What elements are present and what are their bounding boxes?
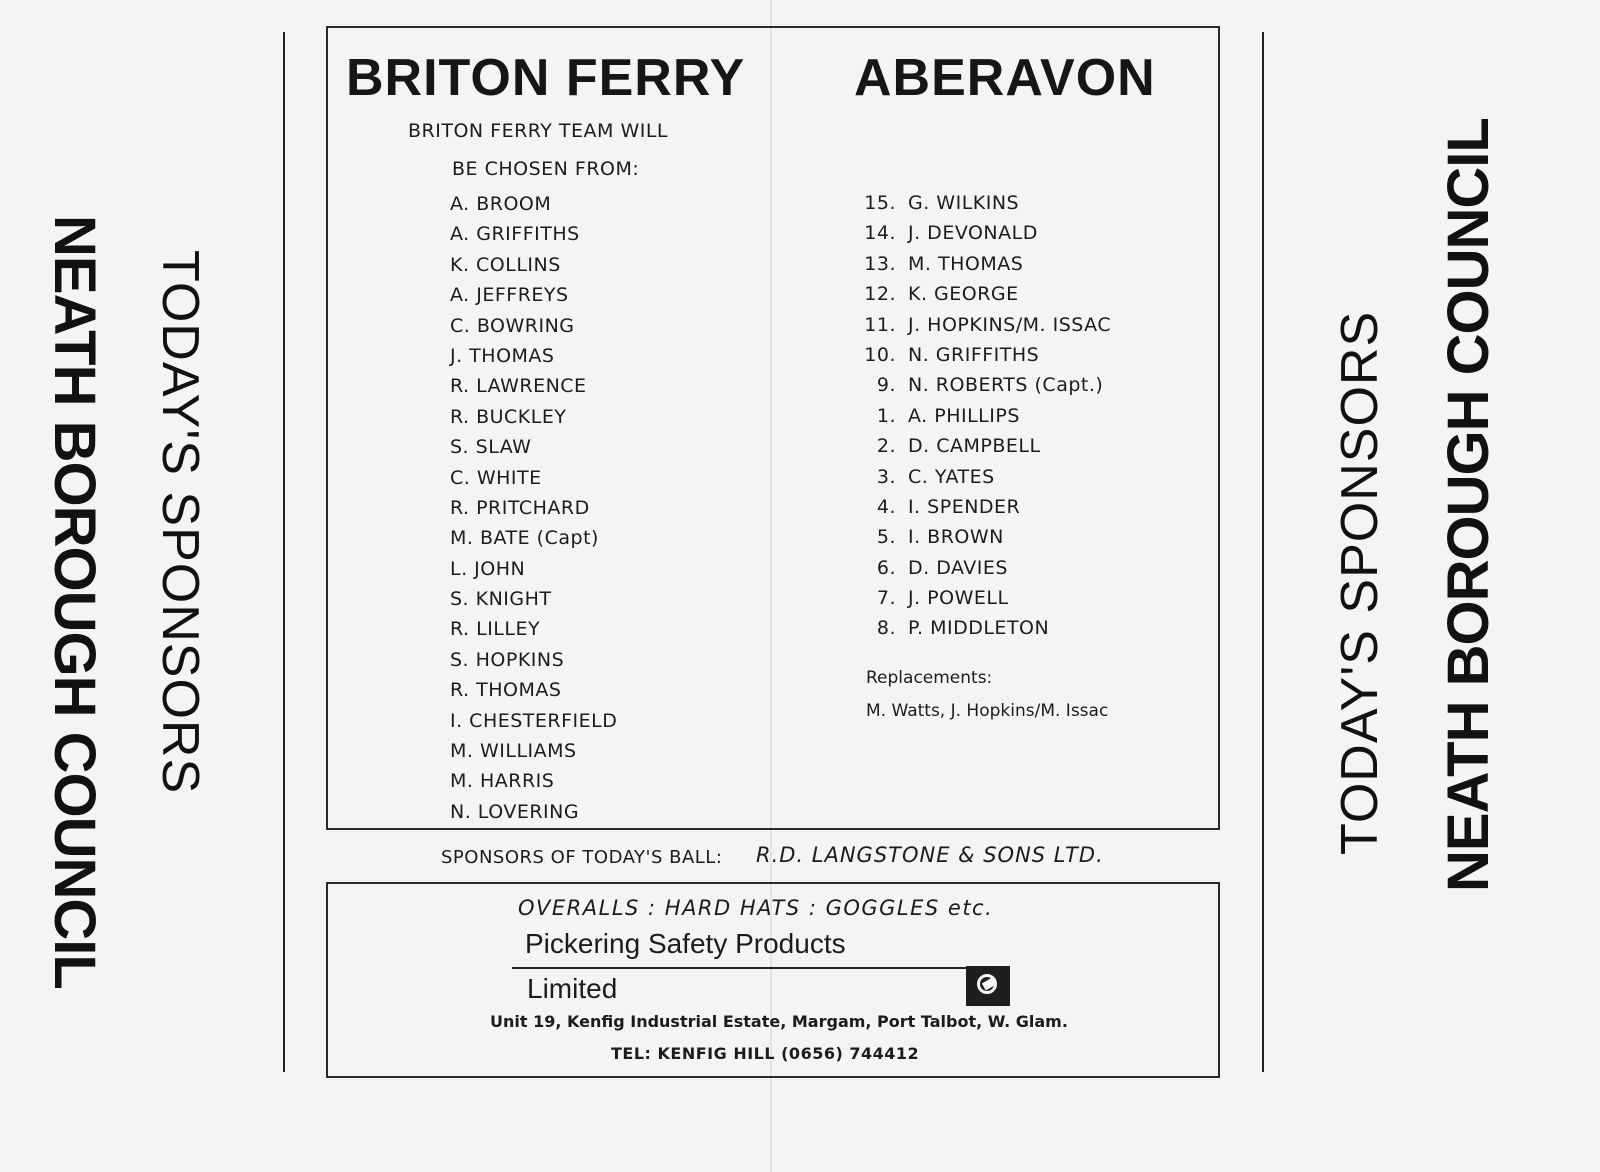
replacements-label: Replacements: <box>866 668 993 688</box>
advert-divider <box>512 967 1004 969</box>
briton-ferry-player: S. HOPKINS <box>450 648 565 671</box>
advert-telephone: TEL: KENFIG HILL (0656) 744412 <box>611 1044 920 1063</box>
briton-ferry-player: S. KNIGHT <box>450 588 552 611</box>
briton-ferry-player: R. PRITCHARD <box>450 496 590 519</box>
aberavon-player-name: N. GRIFFITHS <box>908 343 1040 366</box>
aberavon-player-number: 15. <box>864 192 896 214</box>
advert-company-name: Pickering Safety Products <box>525 928 846 959</box>
aberavon-player <box>852 492 1111 522</box>
left-sponsors-label: TODAY'S SPONSORS <box>151 250 209 795</box>
briton-ferry-player: N. LOVERING <box>450 800 580 823</box>
briton-ferry-player: R. THOMAS <box>450 679 562 702</box>
advert-company-limited: Limited <box>527 973 618 1004</box>
aberavon-player-number: 10. <box>864 343 896 366</box>
replacements-value: M. Watts, J. Hopkins/M. Issac <box>866 701 1109 721</box>
briton-ferry-player: R. BUCKLEY <box>450 405 567 428</box>
briton-ferry-player: M. HARRIS <box>450 770 555 793</box>
aberavon-player <box>852 218 1111 248</box>
left-council-name: NEATH BOROUGH COUNCIL <box>42 215 107 989</box>
right-council-name: NEATH BOROUGH COUNCIL <box>1436 118 1501 892</box>
briton-ferry-player: C. BOWRING <box>450 314 575 337</box>
briton-ferry-player: L. JOHN <box>450 557 526 580</box>
aberavon-player-name: D. CAMPBELL <box>908 435 1041 458</box>
briton-ferry-player: R. LAWRENCE <box>450 375 587 398</box>
aberavon-player-name: I. SPENDER <box>908 495 1021 518</box>
briton-ferry-subheading-2: BE CHOSEN FROM: <box>452 158 640 180</box>
company-logo-icon <box>966 966 1010 1006</box>
aberavon-player-number: 7. <box>876 587 896 610</box>
left-outer-rule <box>283 32 285 1072</box>
aberavon-player <box>852 462 1111 492</box>
left-sponsors-vertical <box>150 250 210 830</box>
aberavon-player-name: J. POWELL <box>908 587 1009 610</box>
aberavon-player-name: C. YATES <box>908 465 995 488</box>
briton-ferry-player: A. JEFFREYS <box>450 284 569 307</box>
aberavon-player-number: 5. <box>876 526 896 549</box>
aberavon-player-number: 8. <box>876 617 896 640</box>
aberavon-player <box>852 613 1111 643</box>
aberavon-player-name: D. DAVIES <box>908 556 1008 579</box>
aberavon-player <box>852 431 1111 461</box>
aberavon-player-name: P. MIDDLETON <box>908 617 1050 640</box>
briton-ferry-player: M. WILLIAMS <box>450 740 577 763</box>
right-sponsors-label: TODAY'S SPONSORS <box>1331 310 1389 855</box>
briton-ferry-player: I. CHESTERFIELD <box>450 709 618 732</box>
aberavon-player-number: 13. <box>864 252 896 275</box>
aberavon-player <box>852 370 1111 400</box>
aberavon-player-number: 3. <box>876 465 896 488</box>
right-council-vertical <box>1435 118 1505 892</box>
briton-ferry-heading: BRITON FERRY <box>346 49 746 107</box>
aberavon-player-name: N. ROBERTS (Capt.) <box>908 374 1104 397</box>
briton-ferry-player: S. SLAW <box>450 436 532 459</box>
briton-ferry-player: R. LILLEY <box>450 618 541 641</box>
aberavon-player-number: 6. <box>876 556 896 579</box>
aberavon-player <box>852 310 1111 340</box>
aberavon-player <box>852 522 1111 552</box>
advert-address: Unit 19, Kenfig Industrial Estate, Margam, Port Talbot, W. Glam. <box>490 1012 1068 1031</box>
briton-ferry-player-list <box>450 189 617 827</box>
aberavon-player-name: M. THOMAS <box>908 252 1024 275</box>
aberavon-player-name: I. BROWN <box>908 526 1004 549</box>
aberavon-player <box>852 188 1111 218</box>
briton-ferry-subheading-1: BRITON FERRY TEAM WILL <box>408 120 669 142</box>
aberavon-player <box>852 583 1111 613</box>
aberavon-player-list <box>852 188 1111 644</box>
aberavon-player <box>852 401 1111 431</box>
aberavon-player <box>852 279 1111 309</box>
briton-ferry-player: C. WHITE <box>450 466 542 489</box>
aberavon-player-name: A. PHILLIPS <box>908 404 1020 427</box>
right-sponsors-vertical <box>1330 280 1390 855</box>
aberavon-player <box>852 249 1111 279</box>
briton-ferry-player: A. GRIFFITHS <box>450 223 580 246</box>
briton-ferry-player: J. THOMAS <box>450 344 555 367</box>
aberavon-player-number: 12. <box>864 283 896 306</box>
aberavon-player-number: 4. <box>876 495 896 518</box>
aberavon-player-number: 11. <box>864 313 896 336</box>
aberavon-player-number: 9. <box>876 374 896 397</box>
aberavon-player-name: J. HOPKINS/M. ISSAC <box>908 313 1112 336</box>
aberavon-player <box>852 340 1111 370</box>
left-council-vertical <box>38 215 108 989</box>
ball-sponsor-label: SPONSORS OF TODAY'S BALL: <box>441 847 723 868</box>
briton-ferry-player: K. COLLINS <box>450 253 561 276</box>
aberavon-player <box>852 553 1111 583</box>
aberavon-heading: ABERAVON <box>854 49 1156 107</box>
aberavon-player-name: G. WILKINS <box>908 192 1020 214</box>
briton-ferry-player: A. BROOM <box>450 193 552 215</box>
aberavon-player-name: K. GEORGE <box>908 283 1019 306</box>
aberavon-player-number: 2. <box>876 435 896 458</box>
ball-sponsor-value: R.D. LANGSTONE & SONS LTD. <box>756 843 1104 867</box>
advert-products: OVERALLS : HARD HATS : GOGGLES etc. <box>518 896 994 920</box>
aberavon-player-number: 1. <box>876 404 896 427</box>
briton-ferry-player: M. BATE (Capt) <box>450 527 599 550</box>
right-outer-rule <box>1262 32 1264 1072</box>
aberavon-player-number: 14. <box>864 222 896 245</box>
aberavon-player-name: J. DEVONALD <box>908 222 1038 245</box>
